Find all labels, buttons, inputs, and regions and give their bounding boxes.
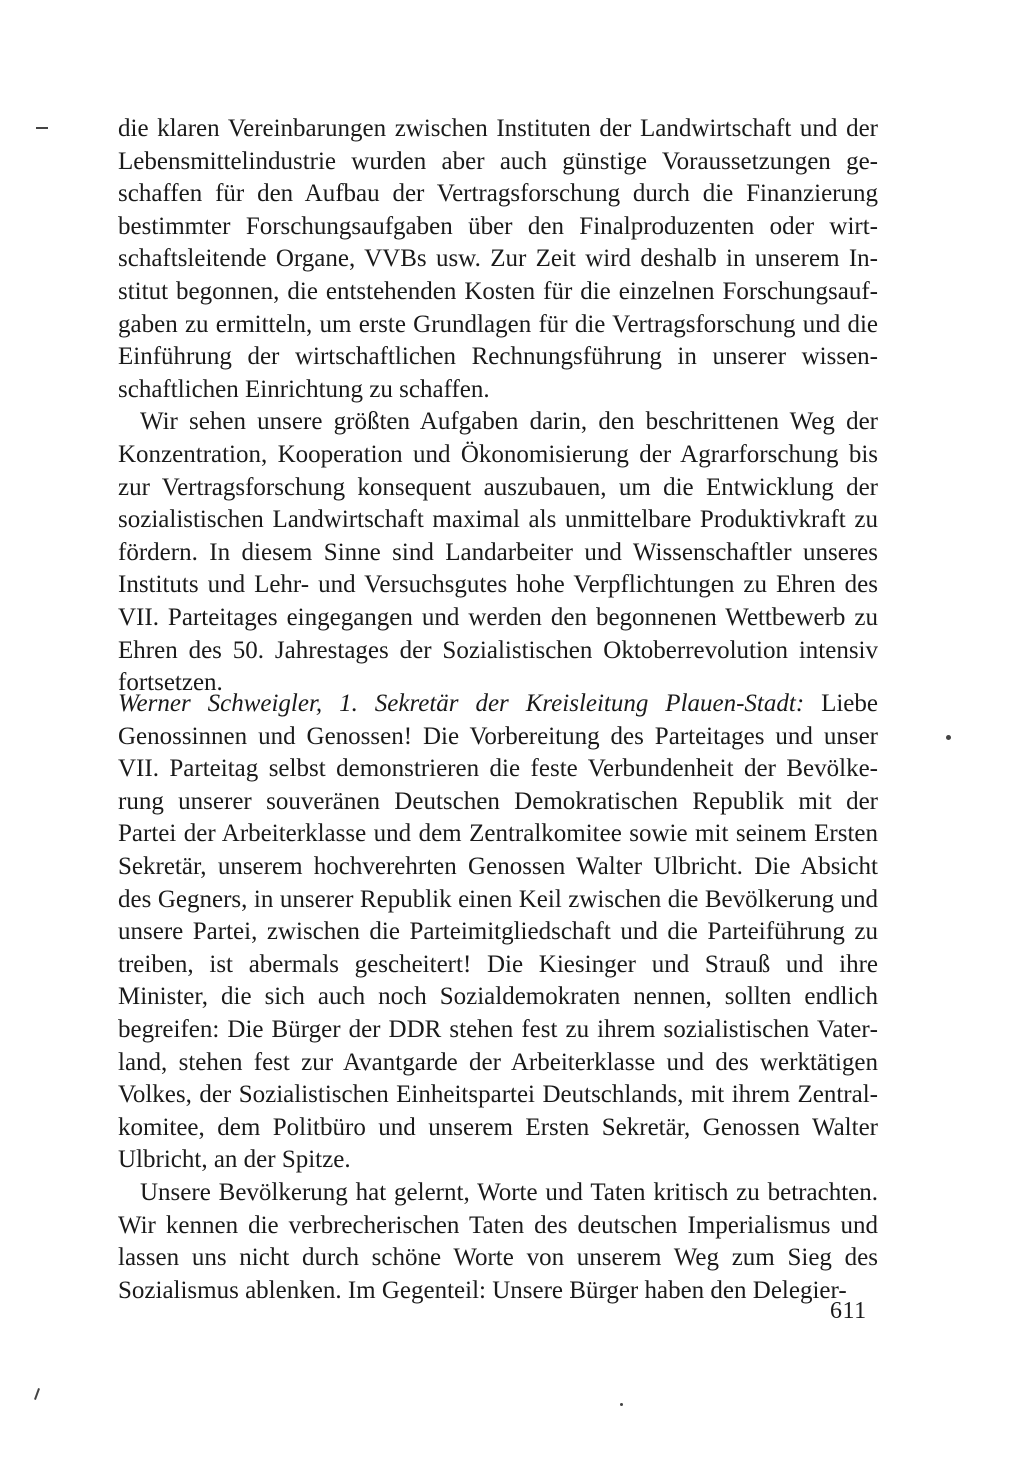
margin-dot-mark xyxy=(946,735,951,740)
margin-dash-mark xyxy=(36,127,48,129)
text-section-top xyxy=(118,113,878,700)
speech-text: Liebe Genossinnen und Genossen! Die Vorbereitung des Parteitages und unser VII. Parteitag selbst demonstrieren die feste Verbundenheit der Bevölkerung unserer souveränen Deutschen Demokratischen Republik mit der Partei der Arbeiterklasse und dem Zentralkomitee sowie mit seinem Ersten Sekretär, unserem hochverehrten Genossen Walter Ulbricht. Die Absicht des Gegners, in unserer Republik einen Keil zwischen die Bevölkerung und unsere Partei, zwischen die Parteimitgliedschaft und die Parteiführung zu treiben, ist abermals gescheitert! Die Kiesinger und Strauß und ihre Minister, die sich auch noch Sozialdemokraten nennen, sollten endlich begreifen: Die Bürger der DDR stehen fest zu ihrem sozialistischen Vaterland, stehen fest zur Avantgarde der Arbeiterklasse und des werktätigen Volkes, der Sozialistischen Einheitspartei Deutschlands, mit ihrem Zentralkomitee, dem Politbüro und unserem Ersten Sekretär, Genossen Walter Ulbricht, an der Spitze. xyxy=(118,690,878,1174)
speech-paragraph xyxy=(118,688,878,1177)
paragraph-population: Unsere Bevölkerung hat gelernt, Worte und Taten kritisch zu betrachten. Wir kennen die verbrecherischen Taten des deutschen Imperialismus und lassen uns nicht durch schöne Worte von unserem Weg zum Sieg des Sozialismus ablenken. Im Gegenteil: Unsere Bürger haben den Delegier- xyxy=(118,1178,878,1304)
margin-tick-mark xyxy=(34,1388,40,1400)
bottom-dot-mark xyxy=(620,1403,623,1406)
text-section-speech xyxy=(118,688,878,1307)
speaker-name: Werner Schweigler, 1. Sekretär der Kreisleitung Plauen-Stadt: xyxy=(118,690,805,717)
paragraph-tasks: Wir sehen unsere größten Aufgaben darin, den beschrittenen Weg der Konzentration, Kooperation und Ökonomisierung der Agrarforschung bis zur Vertragsforschung konsequent auszubauen, um die Entwicklung der sozialistischen Landwirtschaft maximal als unmittelbare Produktivkraft zu fördern. In diesem Sinne sind Landarbeiter und Wissenschaftler unseres Instituts und Lehr- und Versuchsgutes hohe Verpflichtungen zu Ehren des VII. Parteitages eingegangen und werden den begonnenen Wettbewerb zu Ehren des 50. Jahrestages der Sozialistischen Oktoberrevolution intensiv fortsetzen. xyxy=(118,408,878,697)
page-number: 611 xyxy=(830,1298,867,1324)
paragraph-continuation: die klaren Vereinbarungen zwischen Instituten der Landwirtschaft und der Lebensmittelindustrie wurden aber auch günstige Voraussetzungen geschaffen für den Aufbau der Vertragsforschung durch die Finanzierung bestimmter Forschungsaufgaben über den Finalproduzenten oder wirtschaftsleitende Organe, VVBs usw. Zur Zeit wird deshalb in unserem Institut begonnen, die entstehenden Kosten für die einzelnen Forschungsaufgaben zu ermitteln, um erste Grundlagen für die Vertragsforschung und die Einführung der wirtschaftlichen Rechnungsführung in unserer wissenschaftlichen Einrichtung zu schaffen. xyxy=(118,115,878,403)
